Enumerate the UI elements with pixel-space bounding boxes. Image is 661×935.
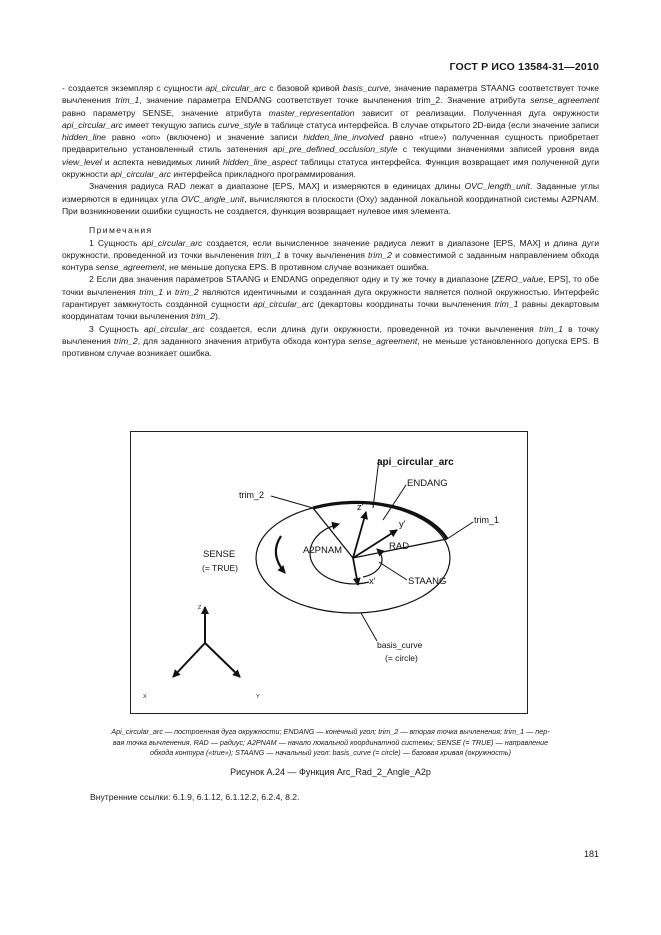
label-basis-curve-value: (= circle) bbox=[385, 653, 418, 663]
label-trim-1: trim_1 bbox=[474, 515, 500, 525]
sense-arrow bbox=[276, 536, 285, 573]
label-axis-x: X bbox=[143, 694, 147, 700]
label-trim-2: trim_2 bbox=[239, 490, 265, 500]
label-axis-y: Y bbox=[256, 694, 260, 700]
leader-endang bbox=[383, 485, 406, 520]
note-2: 2 Если два значения параметров STAANG и ENDANG определяют одну и ту же точку в диапазоне [ZERO_value, EPS], то обе точки вычленения trim_1 и trim_2 являются идентичными и созданная дуга окружности является полной окружностью. Интерфейс гарантирует замкнутость созданной сущности api_circular_arc (декартовы координаты точки вычленения trim_1 равны декартовым координатам точки вычленения trim_2). bbox=[62, 274, 599, 322]
legend-line-3: обхода контура («true»); STAANG — начальный угол: basis_curve (= circle) — базовая кривая (окружность) bbox=[149, 748, 512, 757]
legend-line-2: вая точка вычленения, RAD — радиус; A2PNAM — начало локальной координатной системы; SENSE (= TRUE) — направление bbox=[112, 737, 549, 747]
internal-references: Внутренние ссылки: 6.1.9, 6.1.12, 6.1.12.2, 6.2.4, 8.2. bbox=[90, 792, 300, 802]
x-prime-axis bbox=[353, 558, 358, 585]
notes-title: Примечания bbox=[89, 225, 153, 236]
label-x-prime: x' bbox=[369, 576, 376, 587]
note-3: 3 Сущность api_circular_arc создается, если длина дуги окружности, проведенной из точки вычленения trim_1 в точку вычленения trim_2, для заданного значения атрибута обхода контура sense_agreement, не меньше установленного допуска EPS. В противном случае возникает ошибка. bbox=[62, 323, 599, 359]
arc-diagram bbox=[131, 432, 527, 713]
leader-staang bbox=[379, 562, 407, 580]
leader-trim2 bbox=[271, 496, 313, 508]
global-y-axis bbox=[205, 643, 240, 677]
label-y-prime: y' bbox=[399, 519, 406, 530]
paragraph-1: - создается экземпляр с сущности api_circular_arc с базовой кривой basis_curve, значение параметра STAANG соответствует точке вычленения trim_1, значение параметра ENDANG соответствует точке вычленения trim_2. Значение атрибута sense_agreement равно параметру SENSE, значение атрибута master_representation зависит от реализации. Полученная дуга окружности api_circular_arc имеет текущую запись curve_style в таблице статуса интерфейса. В случае открытого 2D-вида (если значение записи hidden_line равно «on» (включено) и значение записи hidden_line_involved равно «true») полученная сущность приобретает предварительно установленный стиль затенения api_pre_defined_occlusion_style с текущими значениями записей уровня вида view_level и аспекта невидимых линий hidden_line_aspect таблицы статуса интерфейса. Функция возвращает имя полученной дуги окружности api_circular_arc интерфейса прикладного программирования. bbox=[62, 83, 599, 180]
label-basis-curve: basis_curve bbox=[377, 640, 423, 650]
label-endang: ENDANG bbox=[407, 478, 448, 489]
figure-a24 bbox=[130, 431, 528, 714]
label-a2pnam: A2PNAM bbox=[303, 545, 343, 556]
label-axis-z: Z bbox=[198, 605, 202, 611]
label-staang: STAANG bbox=[408, 576, 447, 587]
leader-trim1 bbox=[447, 522, 473, 539]
figure-legend bbox=[62, 727, 599, 759]
leader-basis bbox=[361, 613, 377, 641]
label-api-circular-arc: api_circular_arc bbox=[377, 457, 454, 468]
figure-caption: Рисунок А.24 — Функция Arc_Rad_2_Angle_A2p bbox=[230, 767, 431, 777]
standard-header: ГОСТ Р ИСО 13584-31—2010 bbox=[449, 61, 599, 73]
note-1: 1 Сущность api_circular_arc создается, если вычисленное значение радиуса лежит в диапазоне [EPS, MAX] и длина дуги окружности, проведенной из точки вычленения trim_1 в точку вычленения trim_2 и совместимой с заданным направлением обхода контура sense_agreement, не меньше допуска EPS. В противном случае возникает ошибка. bbox=[62, 237, 600, 273]
global-x-axis bbox=[173, 643, 205, 677]
main-text bbox=[62, 82, 599, 360]
legend-line-1: Api_circular_arc — построенная дуга окружности; ENDANG — конечный угол; trim_2 — вторая точка вычленения; trim_1 — пер- bbox=[111, 727, 550, 736]
label-rad: RAD bbox=[389, 541, 410, 552]
page-number: 181 bbox=[583, 849, 599, 859]
paragraph-2: Значения радиуса RAD лежат в диапазоне [EPS, MAX] и измеряются в единицах длины OVC_length_unit. Заданные углы измеряются в единицах угла OVC_angle_unit, вычисляются в плоскости (Oxy) заданной локальной координатной системы A2PNAM. При возникновении ошибки сущность не создается, функция возвращает нулевое имя элемента. bbox=[62, 181, 600, 216]
label-sense-value: (= TRUE) bbox=[202, 563, 238, 573]
label-z-prime: z' bbox=[357, 502, 364, 513]
label-sense: SENSE bbox=[203, 549, 236, 560]
